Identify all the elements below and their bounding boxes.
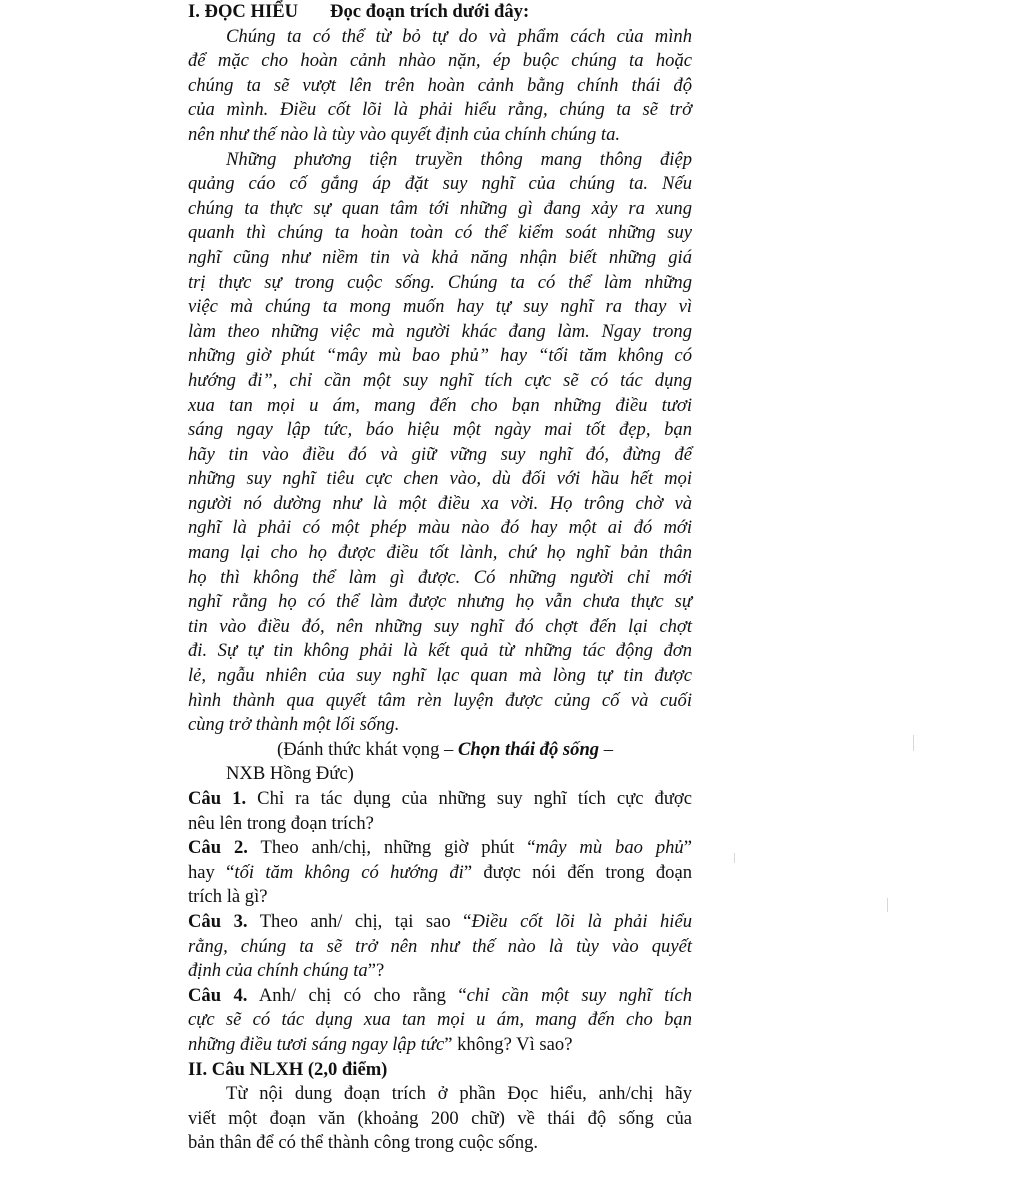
question-text: tối tăm không có hướng đi [234,861,464,883]
passage-line: việc mà chúng ta mong muốn hay tự suy nghĩ ra thay vì [188,296,692,318]
document-page [188,0,692,1156]
passage-line: hãy tin vào điều đó và giữ vững suy nghĩ đó, đừng để [188,443,692,465]
passage-line: tin vào điều đó, nên những suy nghĩ đó chợt đến lại chợt [188,615,692,637]
question-text: định của chính chúng ta [188,960,368,982]
passage-line: sáng ngay lập tức, báo hiệu một ngày mai tốt đẹp, bạn [188,419,692,441]
question-text: ”? [367,960,385,982]
question-line [188,885,692,910]
prompt-line: bản thân để có thể thành công trong cuộc sống. [188,1132,539,1154]
passage-line: những giờ phút “mây mù bao phủ” hay “tối tăm không có [188,345,692,367]
question-line [188,861,692,886]
passage-line: nghĩ là phải có một phép màu nào đó hay một ai đó mới [188,517,692,539]
question-line [188,910,692,935]
scan-mark [913,735,914,751]
question-line [188,836,692,861]
source-citation [188,738,692,763]
passage-line: mang lại cho họ được điều tốt lành, chứ họ nghĩ bản thân [188,542,692,564]
question-line [188,959,692,984]
question-text: ” [683,837,692,859]
passage-line: nên như thế nào là tùy vào quyết định của chính chúng ta. [188,123,621,145]
passage-line: chúng ta thực sự quan tâm tới những gì đang xảy ra xung [188,197,692,219]
section-title: I. ĐỌC HIỂU [188,1,299,22]
scan-mark [887,898,888,912]
question-item [188,787,692,836]
part2-heading: II. Câu NLXH (2,0 điểm) [188,1058,388,1080]
question-line [188,1008,692,1033]
question-text: rằng, chúng ta sẽ trở nên như thế nào là tùy vào quyết [188,935,692,957]
passage-line: quanh thì chúng ta hoàn toàn có thể kiểm soát những suy [188,222,692,244]
question-text: trích là gì? [188,886,268,908]
prompt-line: Từ nội dung đoạn trích ở phần Đọc hiểu, anh/chị hãy [226,1083,692,1105]
passage-line: người nó dường như là một điều xa vời. Họ trông chờ và [188,492,692,514]
passage-line: để mặc cho hoàn cảnh nhào nặn, ép buộc chúng ta hoặc [188,50,692,72]
question-line [188,935,692,960]
passage-line: họ thì không thể làm gì được. Có những người chỉ mới [188,566,692,588]
question-text: Chỉ ra tác dụng của những suy nghĩ tích cực được [246,788,692,809]
question-text: ” không? Vì sao? [444,1033,573,1055]
question-text: hay “ [188,861,235,883]
passage-line: những suy nghĩ tiêu cực chen vào, dù đối với hầu hết mọi [188,468,692,490]
source-title: Chọn thái độ sống [458,738,600,760]
passage-line: lẻ, ngẫu nhiên của suy nghĩ lạc quan mà lòng tự tin được [188,665,692,687]
question-label: Câu 4. [188,984,248,1006]
passage-line: cùng trở thành một lối sống. [188,714,400,736]
source-publisher: NXB Hồng Đức) [226,763,354,785]
passage-line: nghĩ cũng như niềm tin và khả năng nhận biết những giá [188,246,692,268]
passage-paragraph-2 [188,148,692,738]
question-label: Câu 1. [188,788,247,809]
passage-line: nghĩ rằng họ có thể làm được nhưng họ vẫn chưa thực sự [188,591,692,613]
passage-line: làm theo những việc mà người khác đang làm. Ngay trong [188,320,692,342]
question-label: Câu 2. [188,837,248,859]
passage-line: Chúng ta có thể từ bỏ tự do và phẩm cách của mình [226,25,692,47]
question-line [188,787,692,812]
passage-line: của mình. Điều cốt lõi là phải hiểu rằng, chúng ta sẽ trở [188,99,692,121]
question-text: Điều cốt lõi là phải hiểu [471,910,693,932]
question-text: cực sẽ có tác dụng xua tan mọi u ám, mang đến cho bạn [188,1009,692,1031]
question-item [188,910,692,984]
passage-line: Những phương tiện truyền thông mang thông điệp [226,148,692,170]
question-line [188,984,692,1009]
question-item [188,836,692,910]
prompt-line: viết một đoạn văn (khoảng 200 chữ) về thái độ sống của [188,1107,692,1129]
question-text: ” được nói đến trong đoạn [463,861,693,883]
section-instruction: Đọc đoạn trích dưới đây: [330,1,530,22]
question-item [188,984,692,1058]
question-label: Câu 3. [188,910,248,932]
passage-paragraph-1 [188,25,692,148]
scan-mark [734,853,735,863]
passage-line: hình thành qua quyết tâm rèn luyện được củng cố và cuối [188,689,692,711]
question-text: Anh/ chị có cho rằng “ [247,984,467,1006]
passage-line: xua tan mọi u ám, mang đến cho bạn những điều tươi [188,394,692,416]
question-line [188,812,692,837]
question-text: chỉ cần một suy nghĩ tích [466,984,692,1006]
source-open: (Đánh thức khát vọng – [277,738,454,760]
question-text: Theo anh/chị, những giờ phút “ [247,837,536,859]
question-list [188,787,692,1058]
passage-line: chúng ta sẽ vượt lên trên hoàn cảnh bằng chính thái độ [188,74,692,96]
part2-prompt [188,1082,692,1156]
question-text: mây mù bao phủ [535,837,684,859]
passage-line: trị thực sự trong cuộc sống. Chúng ta có thể làm những [188,271,692,293]
passage-line: hướng đi”, chỉ cần một suy nghĩ tích cực sẽ có tác dụng [188,369,692,391]
passage-line: quảng cáo cố gắng áp đặt suy nghĩ của chúng ta. Nếu [188,173,692,195]
passage-line: đi. Sự tự tin không phải là kết quả từ những tác động đơn [188,640,692,662]
question-line [188,1033,692,1058]
source-dash: – [603,738,614,760]
question-text: Theo anh/ chị, tại sao “ [247,910,472,932]
question-text: những điều tươi sáng ngay lập tức [188,1033,445,1055]
question-text: nêu lên trong đoạn trích? [188,812,374,834]
section-heading [188,0,692,25]
